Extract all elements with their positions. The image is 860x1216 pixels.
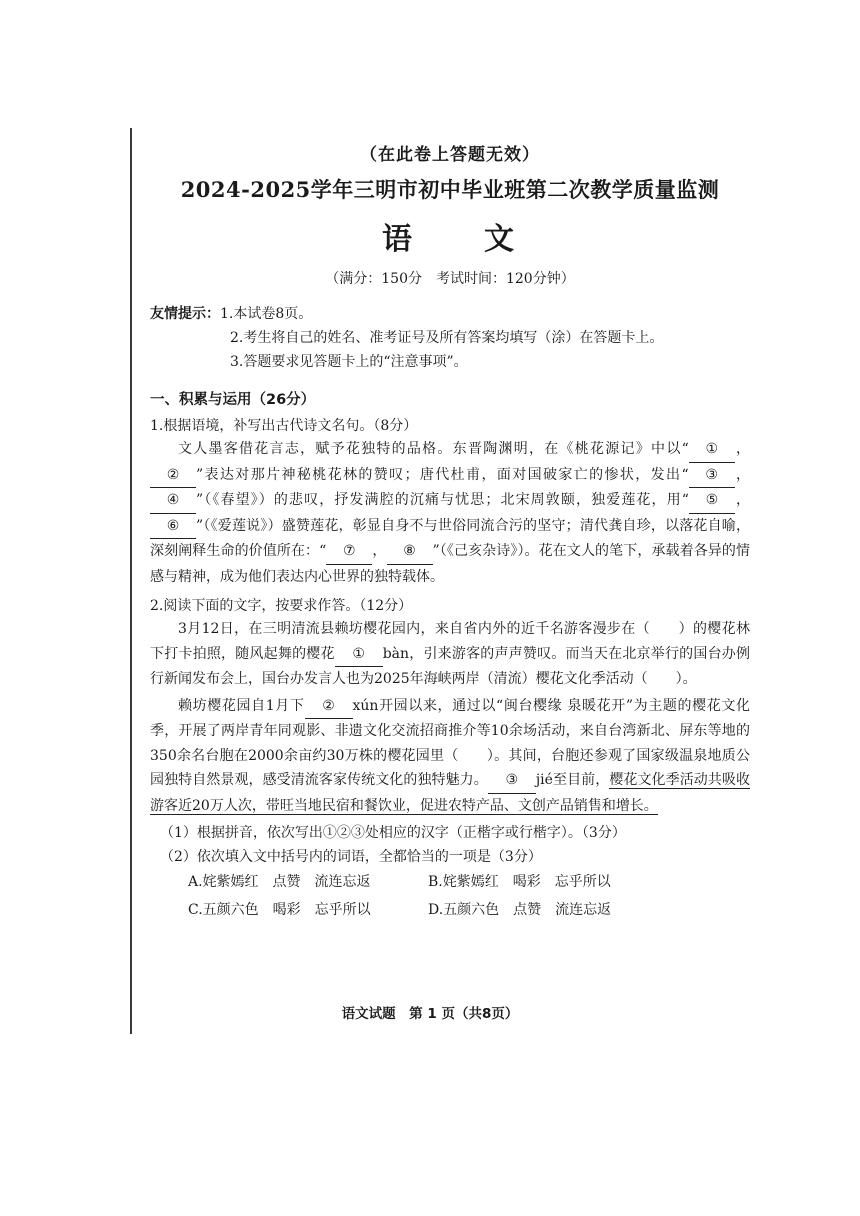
question-2-paragraph-2 — [150, 694, 750, 819]
tip-item: 1.本试卷8页。 — [220, 306, 313, 322]
passage-text: jié至目前， — [535, 772, 610, 788]
option-b: B.姹紫嫣红 喝彩 忘乎所以 — [428, 874, 611, 890]
question-2-paragraph-1 — [150, 617, 750, 692]
underlined-sentence: 樱花文化季活动共吸收游客近20万人次，带旺当地民宿和餐饮业，促进农特产品、文创产品销售和增长。 — [150, 772, 750, 814]
friendly-tips — [150, 302, 750, 374]
sub-question-1: （1）根据拼音，依次写出①②③处相应的汉字（正楷字或行楷字）。（3分） — [160, 825, 626, 841]
passage-text: ， — [372, 543, 387, 559]
answer-blank: ① — [335, 642, 383, 668]
answer-blank: ③ — [689, 463, 735, 489]
answer-blank: ⑥ — [150, 514, 196, 540]
passage-text: 赖坊樱花园自1月下 — [178, 697, 305, 714]
tip-item: 3.答题要求见答题卡上的“注意事项”。 — [230, 354, 468, 370]
options-grid — [188, 868, 668, 924]
option-c: C.五颜六色 喝彩 忘乎所以 — [188, 902, 371, 918]
passage-text: ”（《春望》）的悲叹，抒发满腔的沉痛与忧思；北宋周敦颐，独爱莲花，用“ — [196, 492, 689, 508]
passage-text: ， — [734, 492, 751, 508]
tip-item: 2.考生将自己的姓名、准考证号及所有答案均填写（涂）在答题卡上。 — [230, 330, 664, 346]
answer-blank: ⑧ — [387, 539, 433, 565]
question-1-passage — [150, 437, 750, 589]
passage-text: ， — [734, 441, 751, 457]
answer-blank: ① — [689, 437, 735, 463]
passage-text: ”（《爱莲说》）盛赞莲花，彰显自身不与世俗同流合污的坚守；清代龚自珍，以落花自喻，深刻阐释生命的价值所在：“ — [150, 517, 750, 559]
answer-blank: ④ — [150, 488, 196, 514]
passage-text: ， — [734, 466, 750, 483]
option-a: A.姹紫嫣红 点赞 流连忘返 — [188, 874, 371, 890]
section-heading: 一、积累与运用（26分） — [150, 392, 316, 408]
answer-blank: ② — [150, 463, 196, 489]
passage-text: ”（《己亥杂诗》）。花在文人的笔下，承载着各异的情感与精神，成为他们表达内心世界的独特载体。 — [150, 543, 751, 585]
option-d: D.五颜六色 点赞 流连忘返 — [428, 902, 612, 918]
passage-text: 文人墨客借花言志，赋予花独特的品格。东晋陶渊明，在《桃花源记》中以“ — [178, 441, 689, 457]
passage-text: xún开园以来，通过以“闽台樱缘 泉暖花开”为主题的樱花文化季，开展了两岸青年同观影、非遗文化交流招商推介等10余场活动，来自台湾新北、屏东等地的350余名台胞在2000余亩约30万株的樱花园里（ ）。其间，台胞还参观了国家级温泉地质公园独特自然景观，感受清流客家传统文化的独特魅力。 — [150, 697, 750, 788]
passage-text: bàn，引来游客的声声赞叹。而当天在北京举行的国台办例行新闻发布会上，国台办发言人也为2025年海峡两岸（清流）樱花文化季活动（ ）。 — [150, 645, 751, 687]
answer-blank: ⑦ — [326, 539, 372, 565]
passage-text: ”表达对那片神秘桃花林的赞叹；唐代杜甫，面对国破家亡的惨状，发出“ — [196, 466, 689, 483]
page-footer: 语文试题 第 1 页（共8页） — [341, 1006, 519, 1022]
exam-title: 2024-2025学年三明市初中毕业班第二次教学质量监测 — [180, 177, 720, 202]
binding-margin-line — [130, 128, 132, 1034]
answer-blank: ⑤ — [689, 488, 735, 514]
score-time: （满分：150分 考试时间：120分钟） — [325, 271, 575, 287]
tips-label: 友情提示： — [150, 306, 220, 322]
question-1-prompt: 1.根据语境，补写出古代诗文名句。（8分） — [150, 418, 418, 434]
answer-blank: ② — [305, 694, 353, 720]
sub-question-2: （2）依次填入文中括号内的词语，全都恰当的一项是（3分） — [160, 849, 542, 865]
answer-blank: ③ — [488, 768, 536, 794]
passage-text: 3月12日，在三明清流县赖坊樱花园内，来自省内外的近千名游客漫步在（ ）的樱花林下打卡拍照，随风起舞的樱花 — [150, 621, 750, 662]
subject-title: 语 文 — [382, 222, 518, 257]
question-2-prompt: 2.阅读下面的文字，按要求作答。（12分） — [150, 598, 413, 614]
invalid-notice: （在此卷上答题无效） — [360, 145, 540, 165]
exam-page — [150, 140, 750, 924]
